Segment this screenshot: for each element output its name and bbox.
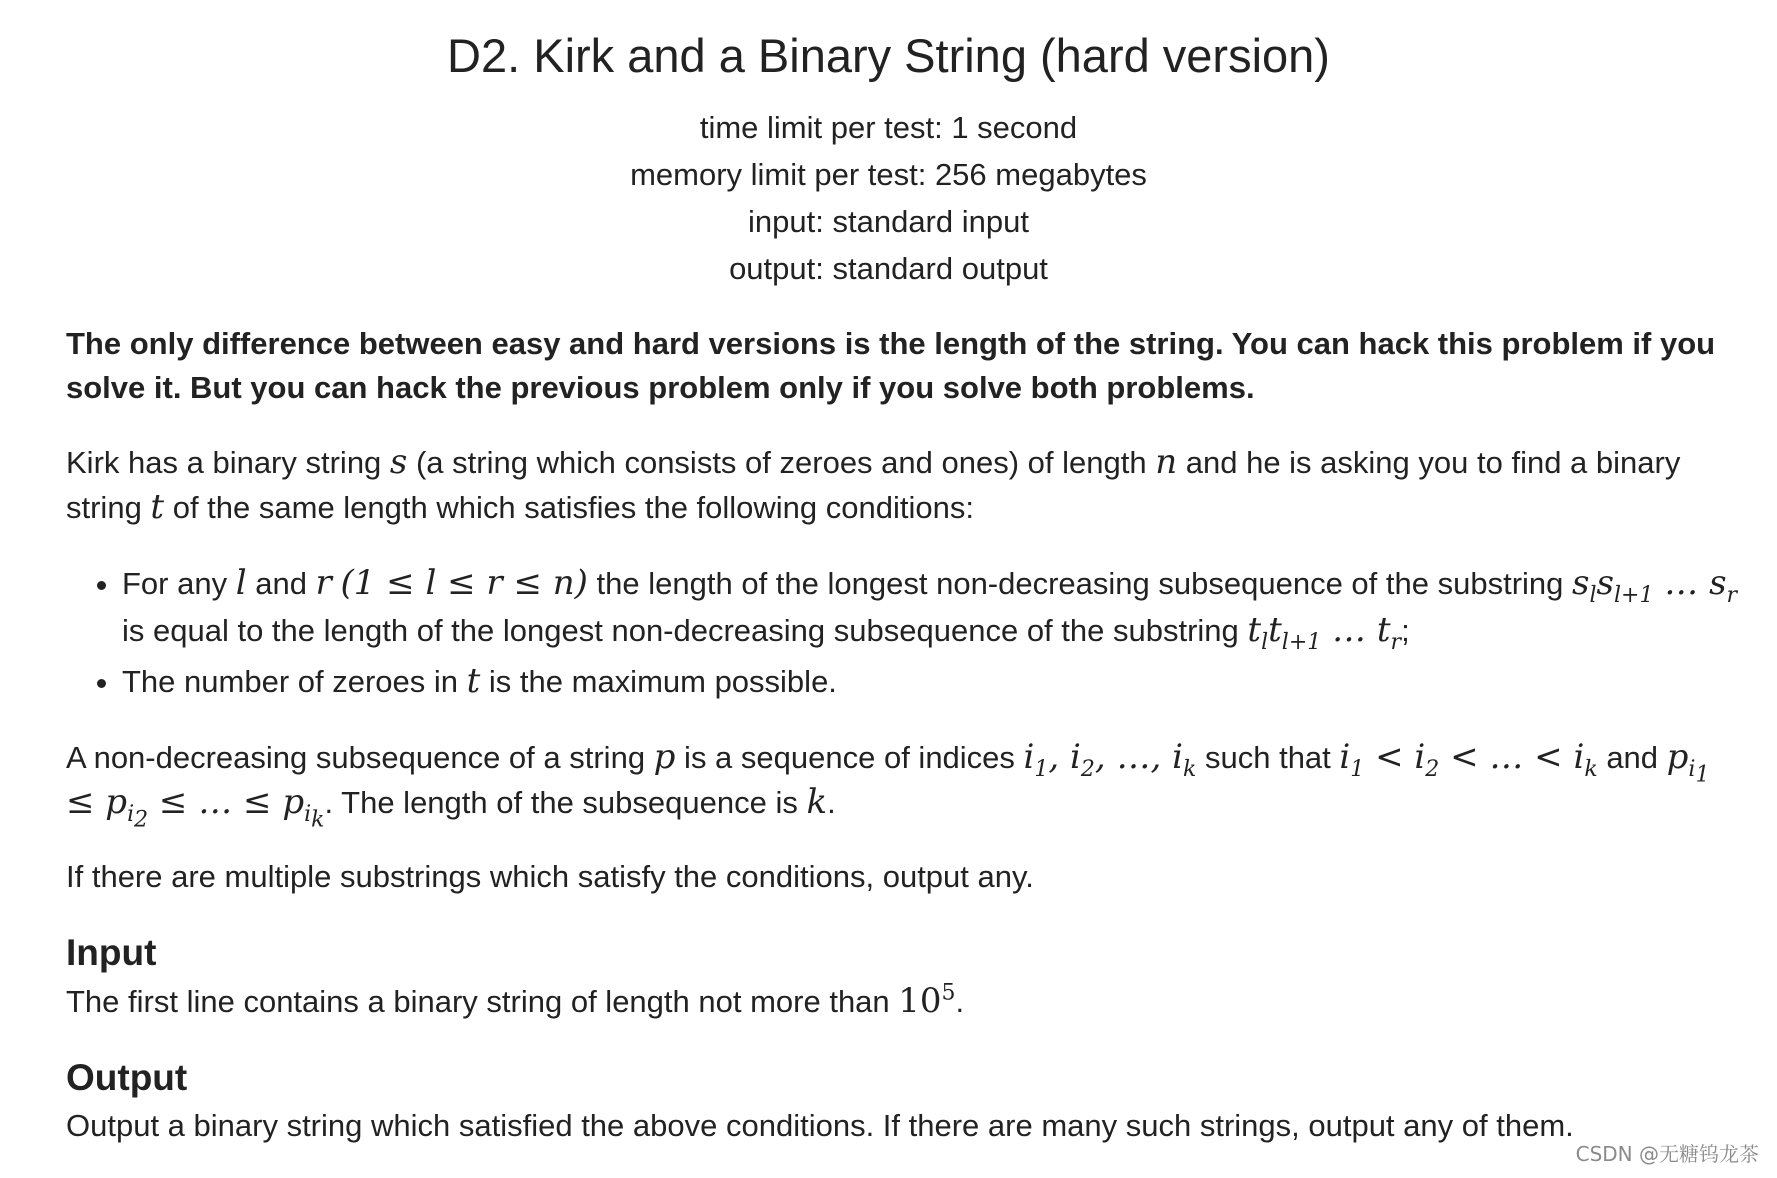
input-section-text [66, 979, 1746, 1024]
var-l: l [235, 563, 247, 603]
text: . [955, 984, 965, 1019]
time-limit: time limit per test: 1 second [699, 110, 1078, 145]
condition-item [122, 658, 1746, 705]
indices-order-expression: $i_1 < i_2$ < … < $i_k$ [1339, 737, 1598, 782]
text: and [246, 566, 316, 601]
statement-paragraph-1 [66, 440, 1746, 530]
values-order-expression: $p_{i_1} \le p_{i_2}$ ≤ … ≤ $p_{i_k}$ [66, 737, 1710, 833]
var-r: r [315, 563, 332, 603]
problem-title: D2. Kirk and a Binary String (hard version) [447, 29, 1330, 82]
var-n: n [1155, 442, 1178, 482]
watermark: CSDN @无糖钨龙茶 [1575, 1142, 1759, 1166]
output-section-text: Output a binary string which satisfied the above conditions. If there are many such strings, output any of them. [66, 1108, 1574, 1143]
statement-paragraph-2 [66, 735, 1746, 833]
text: . [827, 785, 836, 820]
version-note: The only difference between easy and hard versions is the length of the string. You can hack this problem if you solve it. But you can hack the previous problem only if you solve both problems. [66, 326, 1716, 405]
problem-statement [66, 322, 1746, 1178]
output-section-title: Output [66, 1057, 188, 1098]
var-t: t [466, 661, 481, 701]
var-p: p [653, 737, 676, 777]
substring-s-expression: $s_ls_{l+1}$ … $s_r$ [1572, 563, 1738, 608]
text: . The length of the subsequence is [324, 785, 807, 820]
var-s: s [389, 442, 408, 482]
substring-t-expression: $t_lt_{l+1}$ … $t_r$ [1247, 610, 1402, 655]
text: is the maximum possible. [480, 664, 837, 699]
condition-item [122, 560, 1746, 654]
var-k: k [806, 782, 828, 822]
text: Kirk has a binary string [66, 445, 390, 480]
input-spec: input: standard input [748, 204, 1029, 239]
memory-limit: memory limit per test: 256 megabytes [630, 157, 1147, 192]
text: The number of zeroes in [122, 664, 467, 699]
text: and he is asking you to find a binary string [66, 445, 1681, 525]
indices-expression: $i_1$, $i_2$, …, $i_k$ [1023, 737, 1197, 782]
text: and [1597, 740, 1667, 775]
text: (a string which consists of zeroes and ones) of length [407, 445, 1156, 480]
text: the length of the longest non-decreasing subsequence of the substring [587, 566, 1573, 601]
text: ; [1401, 613, 1410, 648]
input-section-title: Input [66, 932, 157, 973]
text: such that [1196, 740, 1340, 775]
text: For any [122, 566, 236, 601]
text: is equal to the length of the longest non-decreasing subsequence of the substring [122, 613, 1248, 648]
text: A non-decreasing subsequence of a string [66, 740, 654, 775]
text: is a sequence of indices [675, 740, 1024, 775]
text: of the same length which satisfies the following conditions: [164, 490, 974, 525]
problem-header [0, 0, 1777, 292]
output-spec: output: standard output [729, 251, 1048, 286]
var-t: t [150, 487, 165, 527]
text: The first line contains a binary string of length not more than [66, 984, 899, 1019]
range-expression: (1 ≤ l ≤ r ≤ n) [340, 563, 588, 603]
length-limit: $10^5$ [898, 980, 956, 1021]
conditions-list [66, 560, 1746, 705]
statement-paragraph-3: If there are multiple substrings which satisfy the conditions, output any. [66, 859, 1034, 894]
